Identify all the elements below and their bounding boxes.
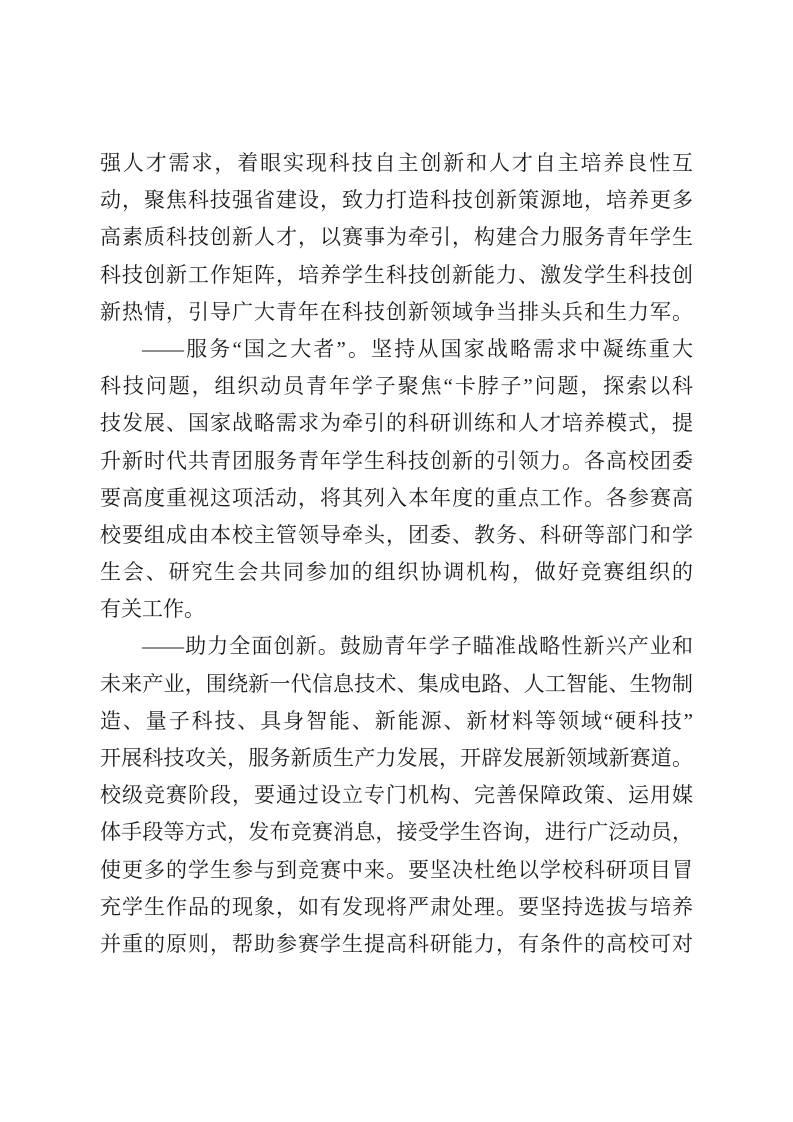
text-line: 体手段等方式，发布竞赛消息，接受学生咨询，进行广泛动员， <box>100 820 693 845</box>
text-line: 生会、研究生会共同参加的组织协调机构，做好竞赛组织的 <box>100 560 693 585</box>
text-line: 充学生作品的现象，如有发现将严肃处理。要坚持选拔与培养 <box>100 894 693 919</box>
text-line: 造、量子科技、具身智能、新能源、新材料等领域“硬科技” <box>100 708 693 733</box>
text-line: 开展科技攻关，服务新质生产力发展，开辟发展新领域新赛道。 <box>100 746 693 770</box>
document-text-block <box>100 145 693 963</box>
text-line: ——助力全面创新。鼓励青年学子瞄准战略性新兴产业和 <box>142 634 693 659</box>
text-line: 科技问题，组织动员青年学子聚焦“卡脖子”问题，探索以科 <box>100 374 693 399</box>
text-line: 未来产业，围绕新一代信息技术、集成电路、人工智能、生物制 <box>100 671 693 696</box>
text-line: 校级竞赛阶段，要通过设立专门机构、完善保障政策、运用媒 <box>100 783 693 808</box>
text-line: 并重的原则，帮助参赛学生提高科研能力，有条件的高校可对 <box>100 931 693 956</box>
text-line: 校要组成由本校主管领导牵头，团委、教务、科研等部门和学 <box>100 522 693 547</box>
text-line: 有关工作。 <box>100 597 205 622</box>
text-line: 使更多的学生参与到竞赛中来。要坚决杜绝以学校科研项目冒 <box>100 857 693 882</box>
text-line: 科技创新工作矩阵，培养学生科技创新能力、激发学生科技创 <box>100 262 693 287</box>
text-line: 新热情，引导广大青年在科技创新领域争当排头兵和生力军。 <box>100 299 693 324</box>
text-line: 强人才需求，着眼实现科技自主创新和人才自主培养良性互 <box>100 151 693 175</box>
text-line: 技发展、国家战略需求为牵引的科研训练和人才培养模式，提 <box>100 411 693 436</box>
text-line: 升新时代共青团服务青年学生科技创新的引领力。各高校团委 <box>100 448 693 473</box>
text-line: ——服务“国之大者”。坚持从国家战略需求中凝练重大 <box>142 336 693 361</box>
text-line: 动，聚焦科技强省建设，致力打造科技创新策源地，培养更多 <box>100 188 693 213</box>
text-line: 高素质科技创新人才，以赛事为牵引，构建合力服务青年学生 <box>100 225 693 250</box>
text-line: 要高度重视这项活动，将其列入本年度的重点工作。各参赛高 <box>100 485 693 510</box>
